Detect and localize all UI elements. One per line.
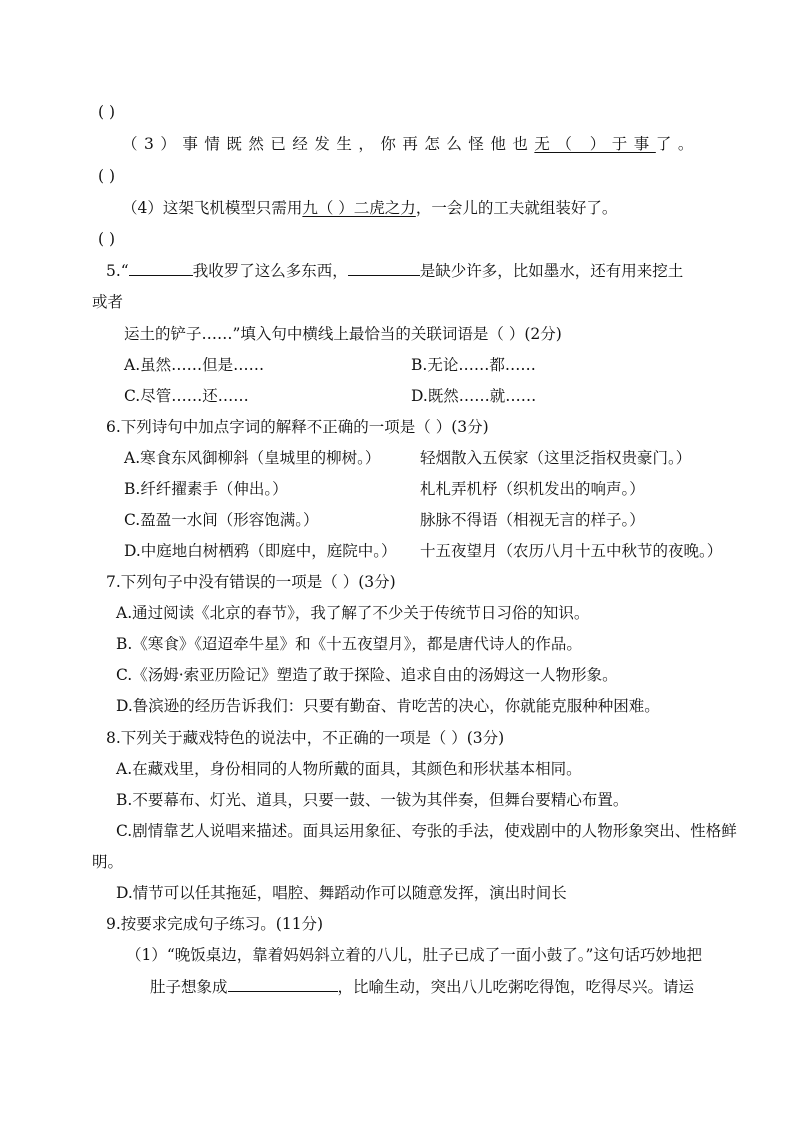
q8-option-a: A.在藏戏里，身份相同的人物所戴的面具，其颜色和形状基本相同。: [116, 760, 582, 778]
q3-suffix: 了。: [655, 135, 700, 153]
q5-part-b: 我收罗了这么多东西，: [192, 262, 348, 280]
q8-option-c-wrap: 明。: [92, 853, 124, 871]
q6-option-a-left: A.寒食东风御柳斜（皇城里的柳树。）: [124, 449, 381, 467]
q5-option-b: B.无论……都……: [411, 356, 536, 374]
question-4: [122, 198, 617, 218]
q4-idiom: 九（ ）二虎之力: [302, 199, 416, 217]
q9-text-a: 肚子想象成: [150, 978, 228, 996]
q7-option-b: B.《寒食》《迢迢牵牛星》和《十五夜望月》，都是唐代诗人的作品。: [116, 635, 582, 653]
q5-part-c: 是缺少许多，比如墨水，还有用来挖土: [419, 262, 684, 280]
question-8: 8.下列关于藏戏特色的说法中，不正确的一项是（ ）(3分): [106, 729, 505, 747]
q6-option-d-right: 十五夜望月（农历八月十五中秋节的夜晚。）: [420, 542, 723, 560]
q5-option-c: C.尽管……还……: [124, 387, 249, 405]
q6-option-c-right: 脉脉不得语（相视无言的样子。）: [420, 511, 645, 529]
q9-part-1: （1）“晚饭桌边，靠着妈妈斜立着的八儿，肚子已成了一面小鼓了。”这句话巧妙地把: [126, 946, 702, 964]
q9-blank[interactable]: [228, 977, 338, 992]
q6-option-a-right: 轻烟散入五侯家（这里泛指权贵豪门。）: [420, 449, 692, 467]
q8-option-c: C.剧情靠艺人说唱来描述。面具运用象征、夸张的手法，使戏剧中的人物形象突出、性格鲜: [116, 822, 737, 840]
q8-option-d: D.情节可以任其拖延，唱腔、舞蹈动作可以随意发挥，演出时间长: [116, 884, 567, 902]
q3-idiom: 无（ ）于事: [534, 135, 656, 153]
q7-option-a: A.通过阅读《北京的春节》，我了解了不少关于传统节日习俗的知识。: [116, 604, 590, 622]
q4-suffix: ，一会儿的工夫就组装好了。: [415, 199, 618, 217]
q5-blank-1[interactable]: [129, 261, 193, 276]
q6-option-d-left: D.中庭地白树栖鸦（即庭中，庭院中。）: [124, 542, 397, 560]
answer-paren: ( ): [98, 103, 116, 121]
question-3: [122, 134, 700, 154]
q6-option-b-right: 札札弄机杼（织机发出的响声。）: [420, 480, 645, 498]
question-9: 9.按要求完成句子练习。(11分): [106, 915, 324, 933]
question-6: 6.下列诗句中加点字词的解释不正确的一项是（ ）(3分): [106, 418, 489, 436]
answer-paren: ( ): [98, 167, 116, 185]
question-7: 7.下列句子中没有错误的一项是（ ）(3分): [106, 573, 396, 591]
question-5: [106, 261, 683, 281]
q3-prefix: （3）事情既然已经发生，你再怎么怪他也: [122, 135, 535, 153]
answer-paren: ( ): [98, 230, 116, 248]
q5-blank-2[interactable]: [348, 261, 420, 276]
q5-wrap: 或者: [92, 293, 124, 311]
q5-part-a: 5.“: [106, 262, 129, 280]
q9-part-1-cont: [150, 977, 694, 997]
q7-option-c: C.《汤姆·索亚历险记》塑造了敢于探险、追求自由的汤姆这一人物形象。: [116, 666, 618, 684]
q5-option-a: A.虽然……但是……: [124, 356, 265, 374]
q8-option-b: B.不要幕布、灯光、道具，只要一鼓、一钹为其伴奏，但舞台要精心布置。: [116, 791, 629, 809]
q9-text-b: ，比喻生动，突出八儿吃粥吃得饱，吃得尽兴。请运: [337, 978, 695, 996]
q5-stem: 运土的铲子……”填入句中横线上最恰当的关联词语是（ ）(2分): [124, 325, 562, 343]
q6-option-b-left: B.纤纤擢素手（伸出。）: [124, 480, 288, 498]
q7-option-d: D.鲁滨逊的经历告诉我们：只要有勤奋、肯吃苦的决心，你就能克服种种困难。: [116, 697, 660, 715]
q6-option-c-left: C.盈盈一水间（形容饱满。）: [124, 511, 319, 529]
q4-prefix: （4）这架飞机模型只需用: [122, 199, 303, 217]
q5-option-d: D.既然……就……: [411, 387, 537, 405]
